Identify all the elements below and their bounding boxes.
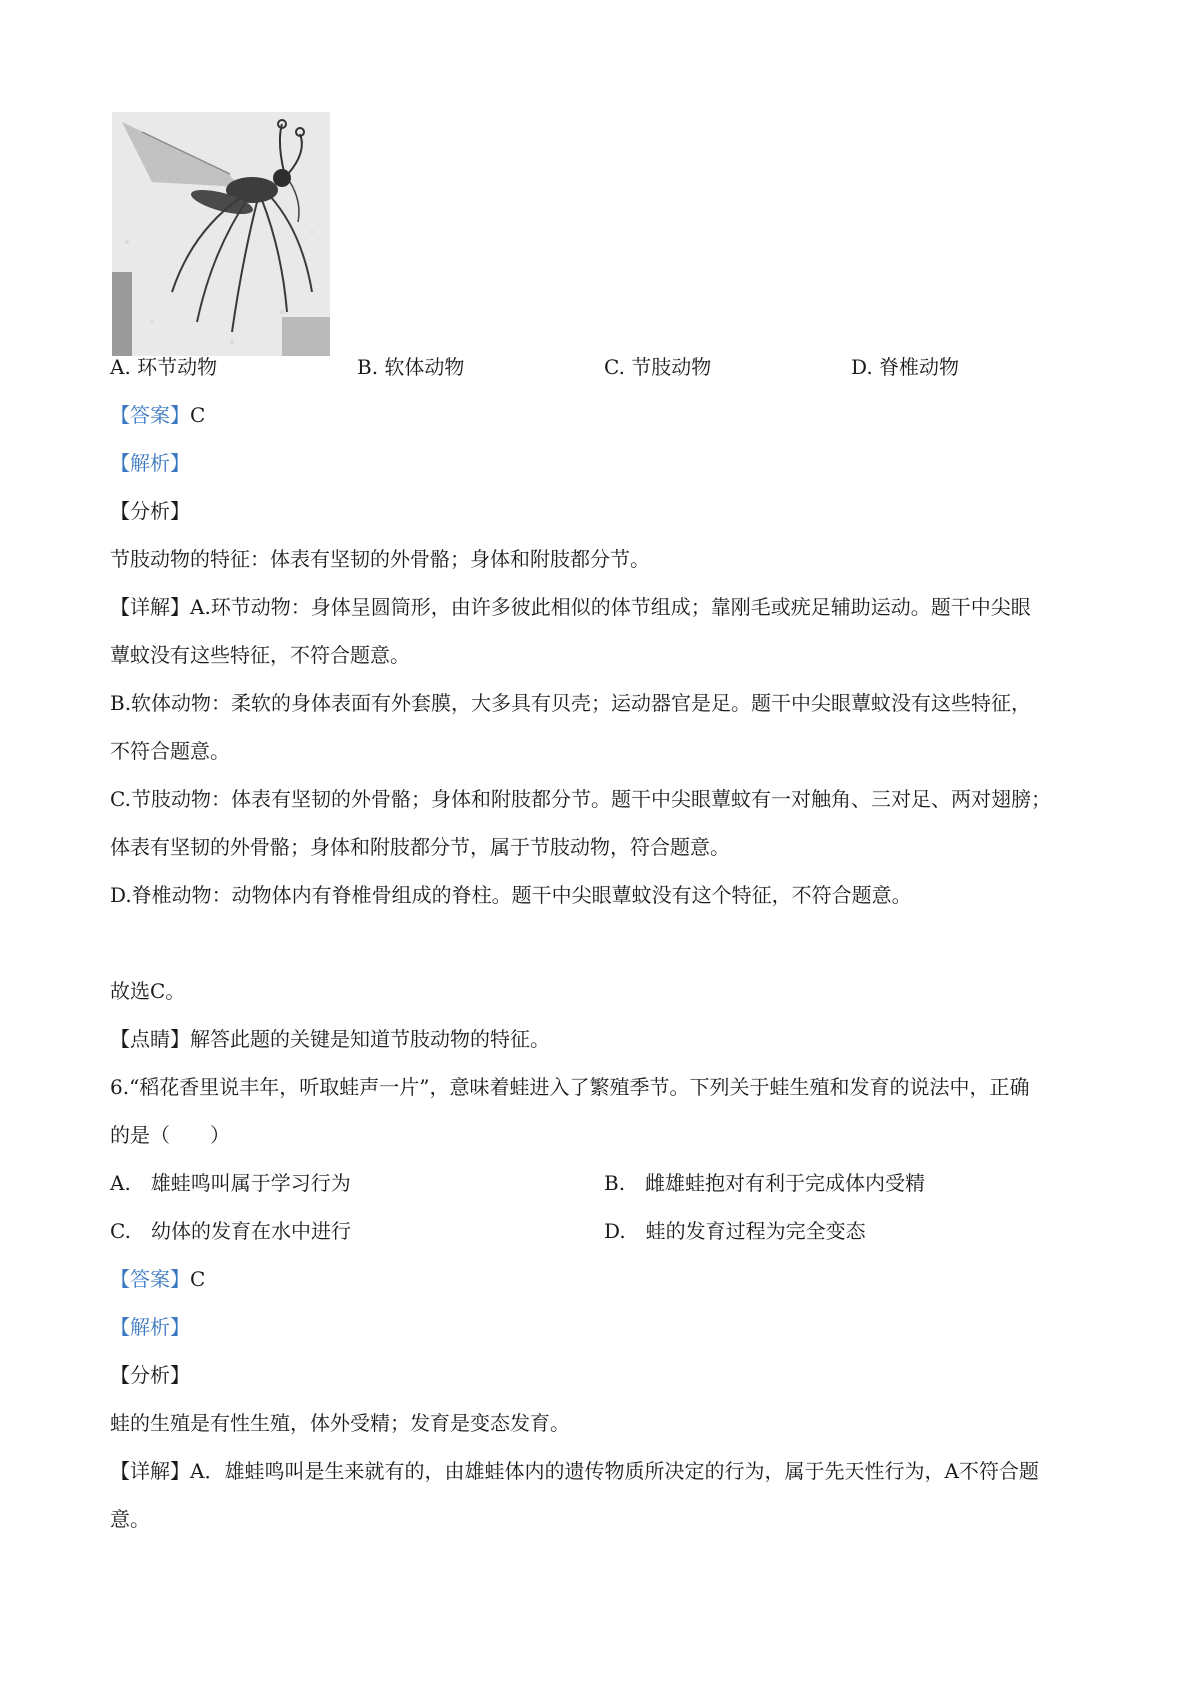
detail-tag: 【详解】 xyxy=(110,1459,190,1483)
q5-answer xyxy=(110,400,1100,430)
q5-option-a: A. 环节动物 xyxy=(110,355,218,379)
detail-text: A.环节动物：身体呈圆筒形，由许多彼此相似的体节组成；靠刚毛或疣足辅助运动。题干中尖眼 xyxy=(190,595,1031,619)
dianjing-tag: 【点睛】 xyxy=(110,1027,190,1051)
q6-detail-line xyxy=(110,1456,1100,1486)
q5-detail-line: C.节肢动物：体表有坚韧的外骨骼；身体和附肢都分节。题干中尖眼蕈蚊有一对触角、三对足、两对翅膀； xyxy=(110,787,1051,811)
q6-option-c: C. 幼体的发育在水中进行 xyxy=(110,1219,351,1243)
answer-value: C xyxy=(190,403,206,427)
q6-jiexi-tag: 【解析】 xyxy=(110,1315,190,1339)
q6-detail-line: 意。 xyxy=(110,1507,150,1531)
q5-detail-line: 体表有坚韧的外骨骼；身体和附肢都分节，属于节肢动物，符合题意。 xyxy=(110,835,730,859)
q5-dianjing xyxy=(110,1024,1100,1054)
dianjing-text: 解答此题的关键是知道节肢动物的特征。 xyxy=(190,1027,550,1051)
q5-detail-line: 不符合题意。 xyxy=(110,739,230,763)
q6-answer xyxy=(110,1264,1100,1294)
q6-fenxi-text: 蛙的生殖是有性生殖，体外受精；发育是变态发育。 xyxy=(110,1411,570,1435)
detail-text: A．雄蛙鸣叫是生来就有的，由雄蛙体内的遗传物质所决定的行为，属于先天性行为，A不符合题 xyxy=(190,1459,1039,1483)
q5-detail-line: B.软体动物：柔软的身体表面有外套膜，大多具有贝壳；运动器官是足。题干中尖眼蕈蚊没有这些特征， xyxy=(110,691,1032,715)
q5-detail-line: 蕈蚊没有这些特征，不符合题意。 xyxy=(110,643,410,667)
q5-conclusion: 故选C。 xyxy=(110,979,186,1003)
q5-option-c: C. 节肢动物 xyxy=(604,355,712,379)
q6-fenxi-tag: 【分析】 xyxy=(110,1363,190,1387)
q5-detail-line xyxy=(110,592,1100,622)
answer-tag: 【答案】 xyxy=(110,1267,190,1291)
q6-option-a: A. 雄蛙鸣叫属于学习行为 xyxy=(110,1171,351,1195)
q5-option-b: B. 软体动物 xyxy=(357,355,465,379)
detail-tag: 【详解】 xyxy=(110,595,190,619)
q6-stem-line: 6.“稻花香里说丰年，听取蛙声一片”，意味着蛙进入了繁殖季节。下列关于蛙生殖和发育的说法中，正确 xyxy=(110,1075,1030,1099)
q5-fenxi-tag: 【分析】 xyxy=(110,499,190,523)
q5-jiexi-tag: 【解析】 xyxy=(110,451,190,475)
q5-fenxi-text: 节肢动物的特征：体表有坚韧的外骨骼；身体和附肢都分节。 xyxy=(110,547,650,571)
q5-detail-line: D.脊椎动物：动物体内有脊椎骨组成的脊柱。题干中尖眼蕈蚊没有这个特征，不符合题意。 xyxy=(110,883,912,907)
q6-option-b: B. 雌雄蛙抱对有利于完成体内受精 xyxy=(604,1171,926,1195)
q5-option-d: D. 脊椎动物 xyxy=(851,355,960,379)
answer-value: C xyxy=(190,1267,206,1291)
answer-tag: 【答案】 xyxy=(110,403,190,427)
insect-figure xyxy=(112,112,330,356)
q6-option-d: D. 蛙的发育过程为完全变态 xyxy=(604,1219,866,1243)
q6-stem-line: 的是（ ） xyxy=(110,1123,230,1147)
